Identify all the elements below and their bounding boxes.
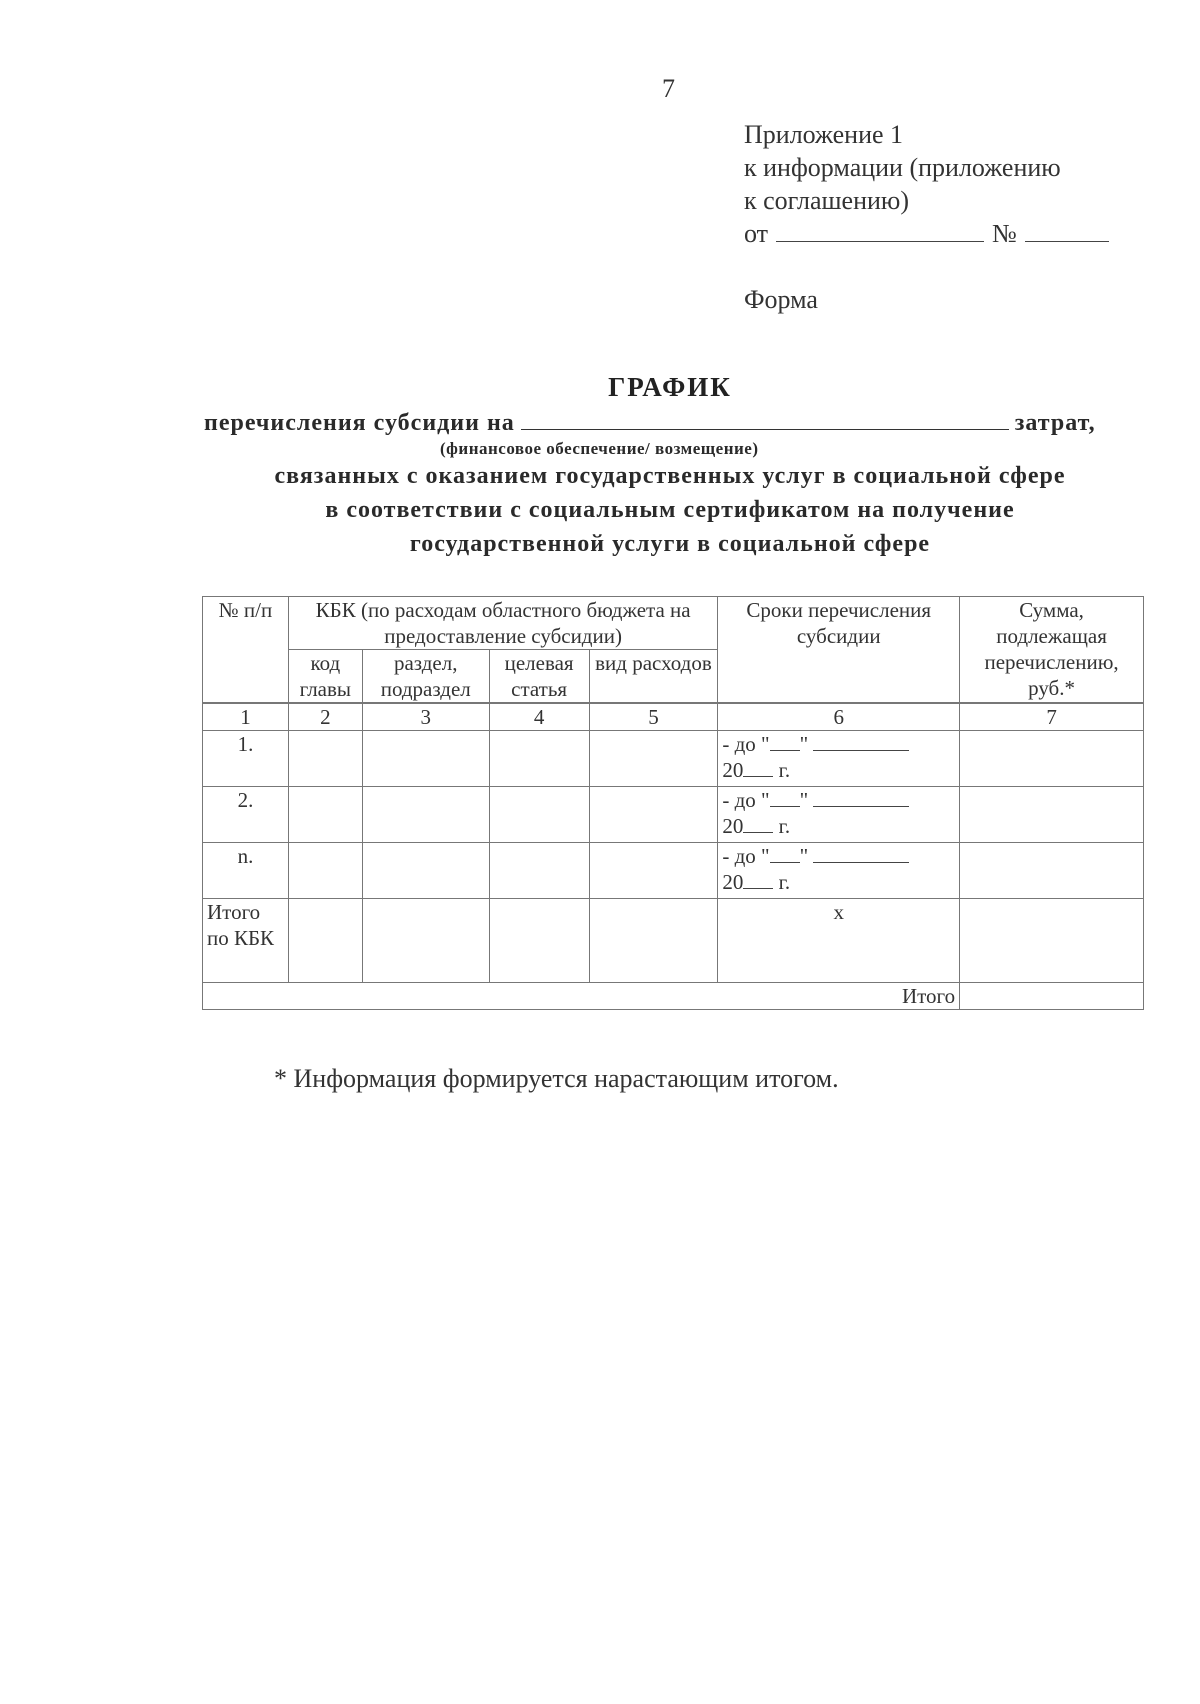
cell xyxy=(489,731,589,787)
header-target-item: целевая статья xyxy=(489,650,589,704)
table-header-row xyxy=(203,597,1144,650)
total-row xyxy=(203,983,1144,1010)
number-blank xyxy=(1025,219,1109,242)
date-prefix: - до " xyxy=(722,844,770,868)
cell xyxy=(362,899,489,983)
cell xyxy=(288,899,362,983)
table-row xyxy=(203,731,1144,787)
heading-line-1-suffix: затрат, xyxy=(1014,410,1096,436)
cell xyxy=(362,843,489,899)
amount-cell xyxy=(960,731,1144,787)
subtotal-label: Итого по КБК xyxy=(203,899,289,983)
header-expense-type: вид расходов xyxy=(589,650,718,704)
year-prefix: 20 xyxy=(722,814,744,838)
total-label: Итого xyxy=(203,983,960,1010)
cell xyxy=(589,731,718,787)
cell xyxy=(362,731,489,787)
amount-cell xyxy=(960,787,1144,843)
cell xyxy=(489,787,589,843)
subtotal-row xyxy=(203,899,1144,983)
month-blank xyxy=(813,844,909,863)
day-blank xyxy=(770,844,800,863)
amount-cell xyxy=(960,843,1144,899)
row-num: 1. xyxy=(203,731,289,787)
number-sign: № xyxy=(992,219,1017,248)
cell xyxy=(362,787,489,843)
appendix-date-number-line xyxy=(744,217,1109,250)
month-blank xyxy=(813,788,909,807)
year-blank xyxy=(743,870,773,889)
page-title: ГРАФИК xyxy=(608,372,732,402)
year-suffix: г. xyxy=(778,814,791,838)
date-quote: " xyxy=(799,732,809,756)
page-number: 7 xyxy=(662,74,675,103)
appendix-header xyxy=(744,118,1109,316)
column-number: 7 xyxy=(960,703,1144,731)
heading-line-2: связанных с оказанием государственных услуг в социальной сфере xyxy=(274,463,1066,489)
cell xyxy=(288,787,362,843)
transfer-date-cell xyxy=(718,787,960,843)
day-blank xyxy=(770,732,800,751)
transfer-date-cell xyxy=(718,843,960,899)
cell xyxy=(489,843,589,899)
year-prefix: 20 xyxy=(722,758,744,782)
column-number-row xyxy=(203,703,1144,731)
year-suffix: г. xyxy=(778,870,791,894)
date-blank xyxy=(776,219,984,242)
heading-line-4: государственной услуги в социальной сфере xyxy=(409,531,931,557)
date-prefix: - до " xyxy=(722,788,770,812)
month-blank xyxy=(813,732,909,751)
footnote: * Информация формируется нарастающим итогом. xyxy=(274,1064,839,1093)
heading-line-1 xyxy=(190,409,1150,437)
appendix-line-3: к соглашению) xyxy=(744,186,910,215)
year-blank xyxy=(743,758,773,777)
header-num: № п/п xyxy=(203,597,289,704)
column-number: 2 xyxy=(288,703,362,731)
header-kbk: КБК (по расходам областного бюджета на предоставление субсидии) xyxy=(288,597,717,650)
transfer-date-cell xyxy=(718,731,960,787)
header-terms: Сроки перечисления субсидии xyxy=(718,597,960,704)
year-suffix: г. xyxy=(778,758,791,782)
table-row xyxy=(203,787,1144,843)
column-number: 6 xyxy=(718,703,960,731)
column-number: 4 xyxy=(489,703,589,731)
header-section: раздел, подраздел xyxy=(362,650,489,704)
column-number: 1 xyxy=(203,703,289,731)
year-prefix: 20 xyxy=(722,870,744,894)
appendix-line-1: Приложение 1 xyxy=(744,120,904,149)
column-number: 5 xyxy=(589,703,718,731)
heading-line-3: в соответствии с социальным сертификатом на получение xyxy=(325,497,1015,523)
column-number: 3 xyxy=(362,703,489,731)
cell xyxy=(489,899,589,983)
table-row xyxy=(203,843,1144,899)
heading-line-1-prefix: перечисления субсидии на xyxy=(204,410,515,436)
date-quote: " xyxy=(799,788,809,812)
header-chapter-code: код главы xyxy=(288,650,362,704)
row-num: 2. xyxy=(203,787,289,843)
cell xyxy=(589,787,718,843)
day-blank xyxy=(770,788,800,807)
subsidy-type-hint: (финансовое обеспечение/ возмещение) xyxy=(440,439,759,458)
header-amount: Сумма, подлежащая перечислению, руб.* xyxy=(960,597,1144,704)
from-label: от xyxy=(744,219,769,248)
date-prefix: - до " xyxy=(722,732,770,756)
cell xyxy=(288,843,362,899)
subtotal-terms-mark: x xyxy=(718,899,960,983)
total-amount-cell xyxy=(960,983,1144,1010)
heading xyxy=(190,372,1150,561)
cell xyxy=(589,899,718,983)
cell xyxy=(288,731,362,787)
year-blank xyxy=(743,814,773,833)
subsidy-type-blank xyxy=(521,409,1009,430)
form-label: Форма xyxy=(744,285,818,314)
schedule-table xyxy=(202,596,1144,1010)
subtotal-amount-cell xyxy=(960,899,1144,983)
row-num: n. xyxy=(203,843,289,899)
date-quote: " xyxy=(799,844,809,868)
cell xyxy=(589,843,718,899)
appendix-line-2: к информации (приложению xyxy=(744,153,1061,182)
